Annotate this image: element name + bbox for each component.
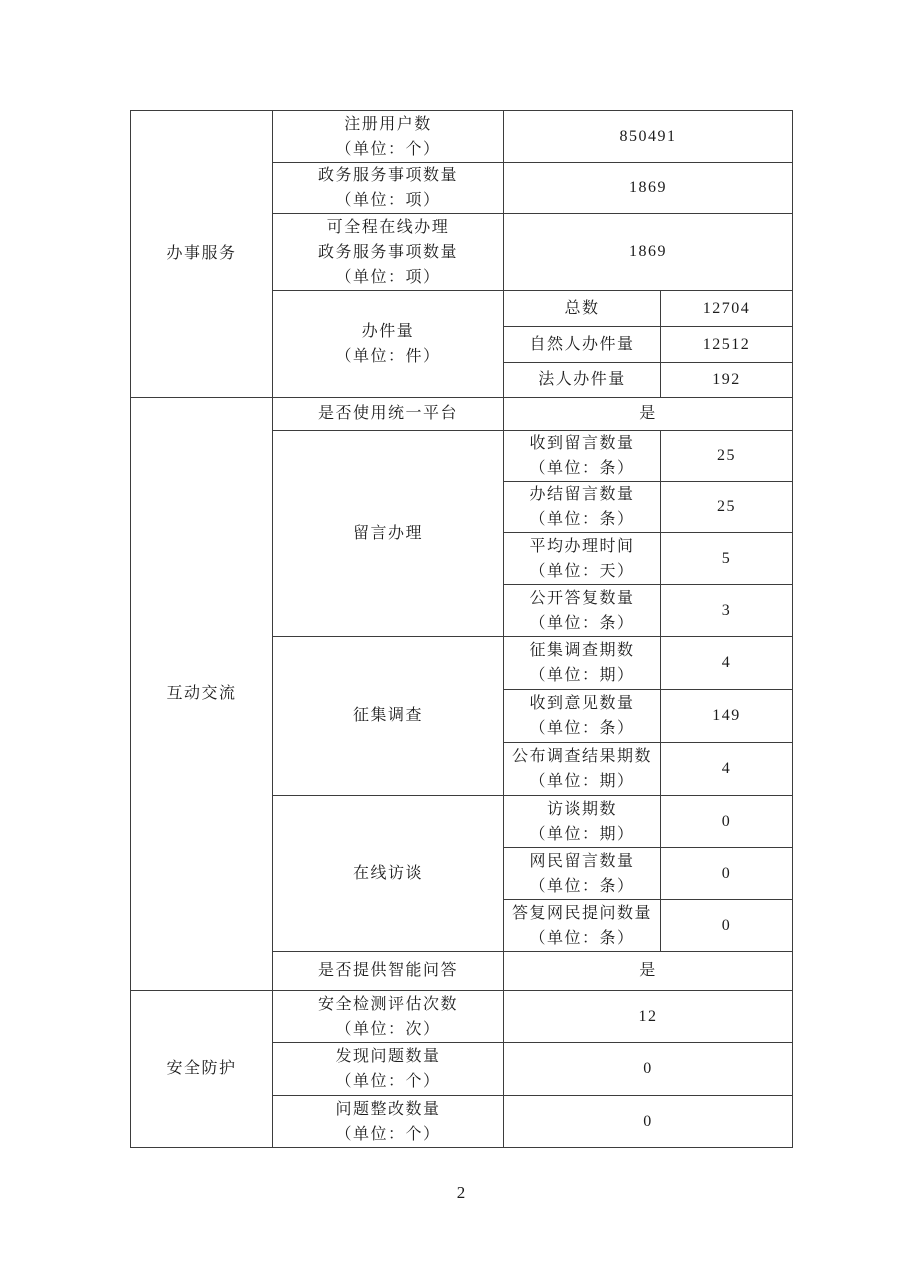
group-label-line: 办件量 xyxy=(361,323,415,340)
table-row xyxy=(131,111,793,163)
metric-label-cell xyxy=(273,1096,504,1148)
sub-metric-label-cell xyxy=(504,482,661,533)
group-unit-line: （单位：件） xyxy=(335,348,441,365)
metric-value-cell: 850491 xyxy=(504,111,793,163)
metric-value-cell: 是 xyxy=(504,952,793,991)
sub-metric-label-cell xyxy=(504,848,661,900)
sub-metric-label-cell xyxy=(504,533,661,585)
metric-label-cell xyxy=(273,991,504,1043)
metric-label-line: 政务服务事项数量 xyxy=(317,243,458,261)
sub-metric-unit-line: （单位：期） xyxy=(529,825,635,843)
sub-metric-unit-line: （单位：条） xyxy=(529,460,635,477)
table-row xyxy=(131,991,793,1043)
sub-metric-value-cell: 149 xyxy=(661,690,793,743)
metric-value-cell: 0 xyxy=(504,1043,793,1096)
table-row xyxy=(131,398,793,431)
sub-metric-label-line: 收到留言数量 xyxy=(529,435,635,452)
sub-metric-value-cell: 4 xyxy=(661,637,793,690)
sub-metric-value-cell: 5 xyxy=(661,533,793,585)
group-label-cell xyxy=(273,291,504,398)
sub-metric-unit-line: （单位：条） xyxy=(529,877,635,895)
sub-metric-label-cell xyxy=(504,690,661,743)
section-category-cell: 互动交流 xyxy=(131,398,273,991)
sub-metric-value-cell: 0 xyxy=(661,796,793,848)
metric-label-line: 可全程在线办理 xyxy=(326,218,450,236)
metric-unit-line: （单位：次） xyxy=(335,1020,441,1038)
page-number: 2 xyxy=(456,1183,466,1202)
sub-metric-value-cell: 0 xyxy=(661,900,793,952)
sub-metric-unit-line: （单位：期） xyxy=(529,773,635,790)
metric-label-line: 发现问题数量 xyxy=(335,1048,441,1065)
sub-metric-unit-line: （单位：期） xyxy=(529,667,635,684)
metric-label-cell xyxy=(273,214,504,291)
metric-label-line: 注册用户数 xyxy=(344,115,432,133)
sub-metric-label-cell: 法人办件量 xyxy=(504,363,661,398)
metric-label-cell: 是否提供智能问答 xyxy=(273,952,504,991)
sub-metric-label-cell xyxy=(504,431,661,482)
sub-metric-value-cell: 4 xyxy=(661,743,793,796)
sub-metric-label-cell: 总数 xyxy=(504,291,661,327)
section-category-cell: 安全防护 xyxy=(131,991,273,1148)
metric-label-line: 政务服务事项数量 xyxy=(317,167,458,184)
metric-label-cell xyxy=(273,163,504,214)
metric-value-cell: 12 xyxy=(504,991,793,1043)
sub-metric-value-cell: 25 xyxy=(661,431,793,482)
group-label-cell: 征集调查 xyxy=(273,637,504,796)
metric-label-cell xyxy=(273,1043,504,1096)
sub-metric-unit-line: （单位：条） xyxy=(529,511,635,528)
sub-metric-value-cell: 0 xyxy=(661,848,793,900)
sub-metric-label-line: 办结留言数量 xyxy=(529,486,635,503)
metric-label-line: 安全检测评估次数 xyxy=(317,995,458,1013)
sub-metric-label-cell xyxy=(504,585,661,637)
sub-metric-label-cell xyxy=(504,743,661,796)
metric-unit-line: （单位：项） xyxy=(335,192,441,209)
sub-metric-value-cell: 3 xyxy=(661,585,793,637)
metric-label-line: 问题整改数量 xyxy=(335,1100,441,1118)
sub-metric-value-cell: 12704 xyxy=(661,291,793,327)
metric-value-cell: 0 xyxy=(504,1096,793,1148)
metric-value-cell: 是 xyxy=(504,398,793,431)
sub-metric-label-line: 平均办理时间 xyxy=(529,537,635,555)
sub-metric-unit-line: （单位：条） xyxy=(529,720,635,737)
metric-unit-line: （单位：项） xyxy=(335,268,441,286)
sub-metric-label-line: 访谈期数 xyxy=(546,800,617,818)
metric-unit-line: （单位：个） xyxy=(335,1125,441,1143)
metric-label-cell: 是否使用统一平台 xyxy=(273,398,504,431)
sub-metric-label-line: 答复网民提问数量 xyxy=(511,904,652,922)
sub-metric-label-line: 公布调查结果期数 xyxy=(511,748,652,765)
group-label-cell: 留言办理 xyxy=(273,431,504,637)
sub-metric-label-cell xyxy=(504,900,661,952)
metric-label-cell xyxy=(273,111,504,163)
annual-report-table xyxy=(130,110,793,1148)
metric-unit-line: （单位：个） xyxy=(335,140,441,158)
sub-metric-unit-line: （单位：条） xyxy=(529,614,635,632)
section-category-cell: 办事服务 xyxy=(131,111,273,398)
sub-metric-label-line: 征集调查期数 xyxy=(529,642,635,659)
sub-metric-label-line: 网民留言数量 xyxy=(529,852,635,870)
sub-metric-label-cell xyxy=(504,796,661,848)
sub-metric-unit-line: （单位：条） xyxy=(529,929,635,947)
sub-metric-value-cell: 25 xyxy=(661,482,793,533)
sub-metric-unit-line: （单位：天） xyxy=(529,562,635,580)
metric-value-cell: 1869 xyxy=(504,214,793,291)
metric-value-cell: 1869 xyxy=(504,163,793,214)
sub-metric-label-line: 公开答复数量 xyxy=(529,589,635,607)
metric-unit-line: （单位：个） xyxy=(335,1073,441,1090)
group-label-cell: 在线访谈 xyxy=(273,796,504,952)
sub-metric-label-cell: 自然人办件量 xyxy=(504,327,661,363)
sub-metric-value-cell: 192 xyxy=(661,363,793,398)
sub-metric-value-cell: 12512 xyxy=(661,327,793,363)
sub-metric-label-line: 收到意见数量 xyxy=(529,695,635,712)
sub-metric-label-cell xyxy=(504,637,661,690)
